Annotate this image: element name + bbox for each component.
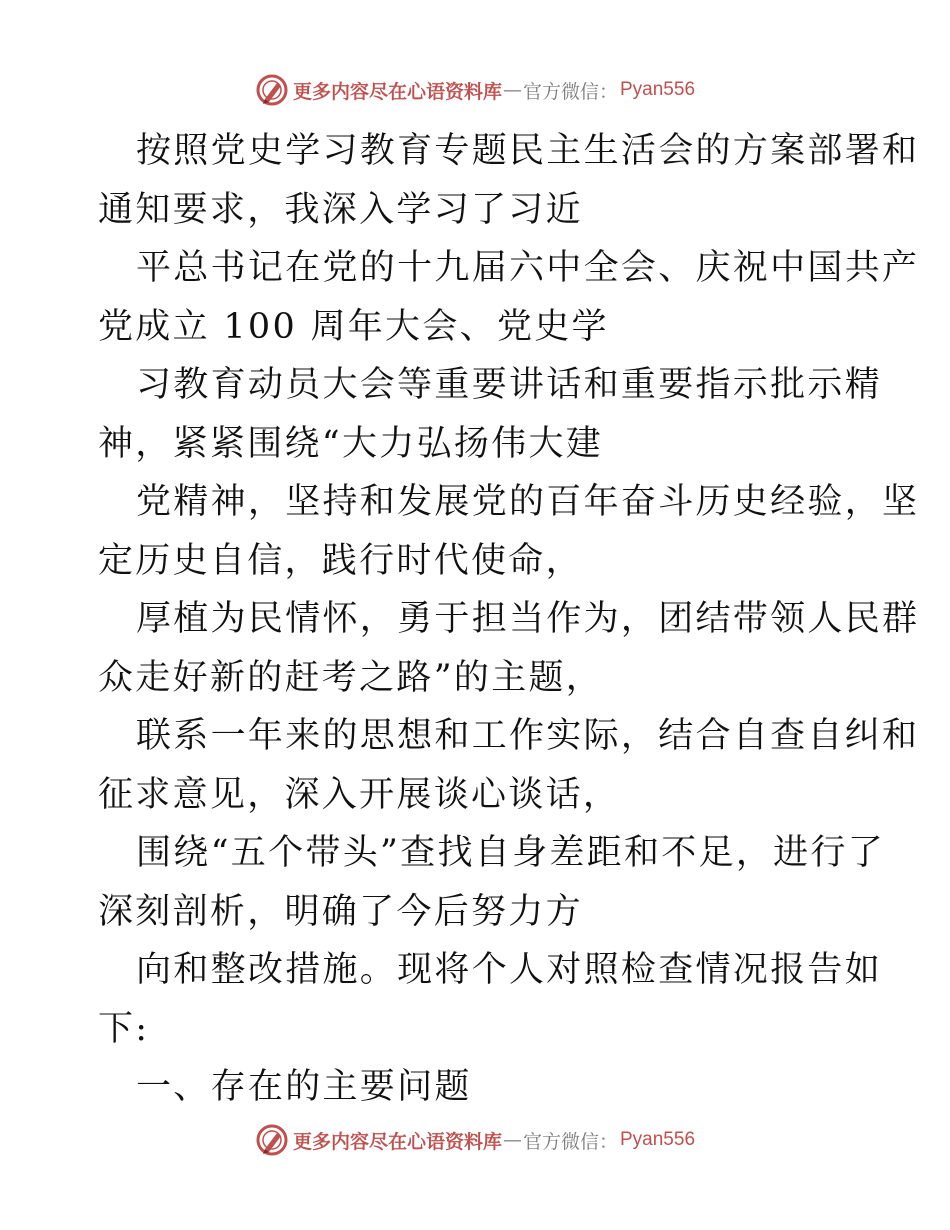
paragraph-line: 通知要求，我深入学习了习近 xyxy=(98,189,583,230)
watermark-official-label: 官方微信： xyxy=(522,1130,618,1153)
watermark-dash: — xyxy=(502,1129,522,1151)
paragraph-line: 征求意见，深入开展谈心谈话， xyxy=(98,774,621,815)
paragraph-line: 习教育动员大会等重要讲话和重要指示批示精 xyxy=(136,365,883,405)
header-watermark xyxy=(0,72,950,108)
paragraph-line: 下: xyxy=(98,1008,150,1049)
watermark-official-label: 官方微信： xyxy=(522,80,618,103)
paragraph-line: 平总书记在党的十九届六中全会、庆祝中国共产 xyxy=(136,248,920,288)
paragraph-line: 神，紧紧围绕“大力弘扬伟大建 xyxy=(98,423,604,464)
watermark-wechat-id: Pyan556 xyxy=(620,1129,696,1150)
document-body xyxy=(98,122,920,1117)
footer-watermark xyxy=(0,1122,950,1158)
paragraph-line: 众走好新的赶考之路”的主题， xyxy=(98,657,604,698)
pen-circle-logo-icon xyxy=(255,1123,289,1157)
paragraph-line: 深刻剖析，明确了今后努力方 xyxy=(98,891,583,932)
paragraph-line: 定历史自信，践行时代使命， xyxy=(98,540,583,581)
paragraph-line: 党成立 100 周年大会、党史学 xyxy=(98,306,609,347)
paragraph-line: 按照党史学习教育专题民主生活会的方案部署和 xyxy=(136,131,920,171)
watermark-dash: — xyxy=(502,79,522,101)
paragraph-line: 向和整改措施。现将个人对照检查情况报告如 xyxy=(136,950,883,990)
paragraph-line: 厚植为民情怀，勇于担当作为，团结带领人民群 xyxy=(136,599,920,639)
watermark-site-text: 更多内容尽在心语资料库 xyxy=(292,1130,502,1153)
paragraph-line: 党精神，坚持和发展党的百年奋斗历史经验，坚 xyxy=(136,482,920,522)
section-heading: 一、存在的主要问题 xyxy=(136,1067,472,1107)
watermark-site-text: 更多内容尽在心语资料库 xyxy=(292,80,502,103)
watermark-wechat-id: Pyan556 xyxy=(620,79,696,100)
paragraph-line: 围绕“五个带头”查找自身差距和不足，进行了 xyxy=(136,833,886,873)
pen-circle-logo-icon xyxy=(255,73,289,107)
paragraph-line: 联系一年来的思想和工作实际，结合自查自纠和 xyxy=(136,716,920,756)
